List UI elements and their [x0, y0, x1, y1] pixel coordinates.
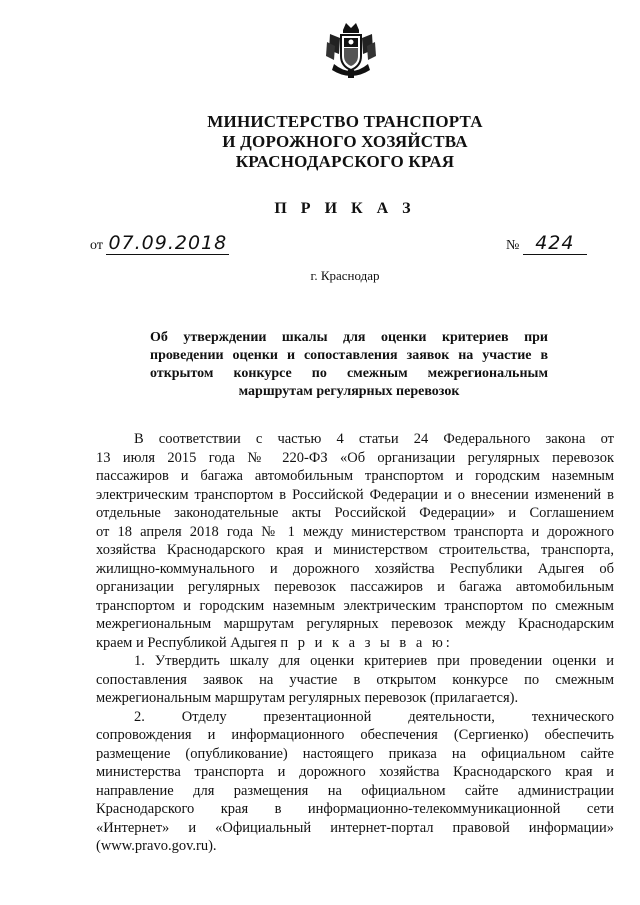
document-type-title: П Р И К А З	[274, 200, 416, 217]
body-line: В соответствии с частью 4 статьи 24 Федерального закона от	[134, 431, 614, 447]
item-2-line: 2. Отделу презентационной деятельности, технического	[134, 708, 614, 725]
body-line: «Интернет» и «Официальный интернет-портал правовой информации»	[96, 819, 614, 836]
coat-of-arms-emblem	[326, 20, 376, 82]
order-number-field	[506, 232, 587, 255]
subject-line: Об утверждении шкалы для оценки критериев при	[150, 330, 548, 345]
ministry-name-line-3: КРАСНОДАРСКОГО КРАЯ	[235, 152, 455, 171]
order-body	[96, 430, 614, 856]
body-line: межрегиональным маршрутам регулярных перевозок (прилагается).	[96, 690, 519, 706]
body-line: министерства транспорта и дорожного хозяйства Краснодарского края и	[96, 764, 614, 780]
body-line: от 18 апреля 2018 года № 1 между министерством транспорта и дорожного	[96, 523, 614, 540]
body-line-text: краем и Республикой Адыгея	[96, 634, 277, 651]
body-line: пассажиров и багажа автомобильным транспортом и городским наземным	[96, 468, 614, 484]
date-prefix: от	[90, 238, 103, 253]
handwritten-number: 424	[523, 232, 587, 255]
item-1-line: 1. Утвердить шкалу для оценки критериев при проведении оценки и	[134, 653, 614, 669]
body-line: жилищно-коммунального и дорожного хозяйства Республики Адыгея об	[96, 560, 614, 577]
body-line: электрическим транспортом в Российской Федерации и о внесении изменений в	[96, 486, 614, 503]
body-line	[96, 634, 614, 653]
issue-city: г. Краснодар	[310, 268, 380, 283]
subject-line: маршрутам регулярных перевозок	[238, 384, 460, 399]
ministry-name-line-1: МИНИСТЕРСТВО ТРАНСПОРТА	[207, 112, 483, 131]
body-line: сопровождения и информационного обеспечения (Сергиенко) обеспечить	[96, 727, 614, 743]
body-line: отдельные законодательные акты Российской Федерации» и Соглашением	[96, 505, 614, 521]
subject-line: открытом конкурсе по смежным межрегиональным	[150, 366, 548, 381]
order-subject	[150, 329, 548, 401]
body-line: Краснодарского края в информационно-телекоммуникационной сети	[96, 801, 614, 817]
body-line: организации регулярных перевозок пассажиров и багажа автомобильным	[96, 579, 614, 595]
body-line: транспортом и городским наземным электрическим транспортом по смежным	[96, 597, 614, 614]
body-line: размещение (опубликование) настоящего приказа на официальном сайте	[96, 745, 614, 762]
body-line: 13 июля 2015 года № 220-ФЗ «Об организации регулярных перевозок	[96, 449, 614, 466]
ministry-name-line-2: И ДОРОЖНОГО ХОЗЯЙСТВА	[222, 132, 468, 151]
body-line: хозяйства Краснодарского края и министерством строительства, транспорта,	[96, 542, 614, 558]
handwritten-date: 07.09.2018	[108, 232, 228, 254]
body-line: направление для размещения на официальном сайте администрации	[96, 782, 614, 799]
body-line: (www.pravo.gov.ru).	[96, 838, 217, 854]
subject-line: проведении оценки и сопоставления заявок на участие в	[150, 348, 548, 363]
body-line: сопоставления заявок на участие в открытом конкурсе по смежным	[96, 671, 614, 688]
order-directive: п р и к а з ы в а ю:	[280, 634, 453, 651]
order-date-field	[90, 232, 229, 255]
number-prefix: №	[506, 238, 520, 253]
body-line: межрегиональным маршрутам регулярных перевозок между Краснодарским	[96, 616, 614, 632]
